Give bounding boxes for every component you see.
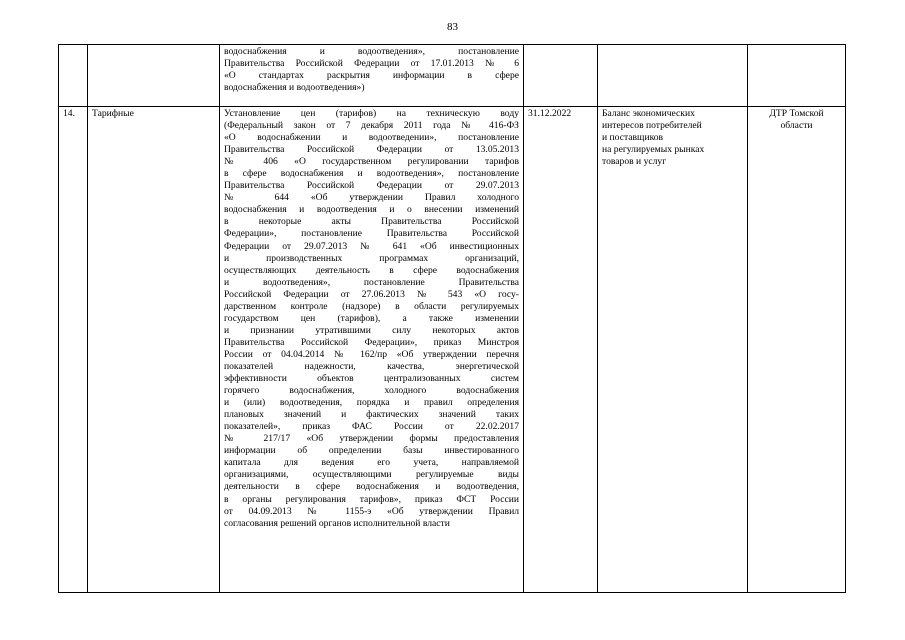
- legal-basis-line: осуществляющих деятельность в сфере водоснабжения: [224, 264, 519, 276]
- legal-basis-line: № 217/17 «Об утверждении формы предоставления: [224, 433, 519, 445]
- legal-basis-line: капитала для ведения его учета, направляемой: [224, 457, 519, 469]
- legal-basis-line: Российской Федерации от 27.06.2013 № 543 «О госу-: [224, 288, 519, 300]
- control-type-cell: [88, 45, 220, 107]
- legal-basis-line: водоснабжения и водоотведения», постановление: [224, 46, 519, 57]
- legal-basis-cell: [220, 45, 524, 107]
- legal-basis-line: № 406 «О государственном регулировании тарифов: [224, 156, 519, 168]
- legal-basis-line: Правительства Российской Федерации от 13.05.2013: [224, 144, 519, 156]
- legal-basis-cell: [220, 107, 524, 593]
- legal-basis-line: от 04.09.2013 № 1155-э «Об утверждении Правил: [224, 505, 519, 517]
- regulation-table: [58, 44, 846, 593]
- responsible-body-line: области: [780, 120, 813, 132]
- legal-basis-line: водоснабжения и водоотведения»): [224, 82, 365, 94]
- goal-line: на регулируемых рынках: [602, 144, 705, 156]
- table-row: [59, 45, 846, 107]
- goal-cell: [598, 45, 748, 107]
- goal-line: Баланс экономических: [602, 108, 695, 119]
- goal-cell: [598, 107, 748, 593]
- legal-basis-line: России от 04.04.2014 № 162/пр «Об утверждении перечня: [224, 348, 519, 360]
- legal-basis-line: и признании утратившими силу некоторых актов: [224, 324, 519, 336]
- legal-basis-line: № 644 «Об утверждении Правил холодного: [224, 192, 519, 204]
- responsible-body-cell: [748, 107, 846, 593]
- legal-basis-line: Федерации от 29.07.2013 № 641 «Об инвестиционных: [224, 240, 519, 252]
- legal-basis-line: Правительства Российской Федерации», приказ Минстроя: [224, 336, 519, 348]
- row-number-cell: 14.: [59, 107, 88, 593]
- legal-basis-line: Установление цен (тарифов) на техническую воду: [224, 108, 519, 119]
- legal-basis-line: «О стандартах раскрытия информации в сфере: [224, 70, 519, 82]
- goal-line: и поставщиков: [602, 132, 664, 144]
- legal-basis-line: «О водоснабжении и водоотведении», постановление: [224, 132, 519, 144]
- goal-line: товаров и услуг: [602, 156, 667, 168]
- legal-basis-line: государством цен (тарифов), а также изменении: [224, 312, 519, 324]
- legal-basis-line: Федерации», постановление Правительства Российской: [224, 228, 519, 240]
- page-number: 83: [447, 21, 458, 33]
- legal-basis-line: эффективности объектов централизованных систем: [224, 373, 519, 385]
- legal-basis-line: организациями, осуществляющими регулируемые виды: [224, 469, 519, 481]
- legal-basis-line: показателей», приказ ФАС России от 22.02.2017: [224, 421, 519, 433]
- legal-basis-line: Правительства Российской Федерации от 29.07.2013: [224, 180, 519, 192]
- deadline-cell: 31.12.2022: [524, 107, 598, 593]
- legal-basis-line: в органы регулирования тарифов», приказ ФСТ России: [224, 493, 519, 505]
- row-number-cell: [59, 45, 88, 107]
- legal-basis-line: и (или) водоотведения, порядка и правил определения: [224, 397, 519, 409]
- control-type-cell: Тарифные: [88, 107, 220, 593]
- legal-basis-line: в сфере водоснабжения и водоотведения», постановление: [224, 168, 519, 180]
- legal-basis-line: и водоотведения», постановление Правительства: [224, 276, 519, 288]
- legal-basis-line: и производственных программах организаций,: [224, 252, 519, 264]
- table-row: [59, 107, 846, 593]
- legal-basis-line: горячего водоснабжения, холодного водоснабжения: [224, 385, 519, 397]
- responsible-body-cell: [748, 45, 846, 107]
- legal-basis-line: в некоторые акты Правительства Российской: [224, 216, 519, 228]
- table-body: [59, 45, 846, 593]
- legal-basis-line: Правительства Российской Федерации от 17.01.2013 № 6: [224, 58, 519, 70]
- legal-basis-line: дарственном контроле (надзоре) в области регулируемых: [224, 300, 519, 312]
- deadline-cell: [524, 45, 598, 107]
- legal-basis-line: водоснабжения и водоотведения и о внесении изменений: [224, 204, 519, 216]
- legal-basis-line: информации об определении базы инвестированного: [224, 445, 519, 457]
- legal-basis-line: плановых значений и фактических значений таких: [224, 409, 519, 421]
- legal-basis-line: согласования решений органов исполнительной власти: [224, 517, 450, 529]
- legal-basis-line: показателей надежности, качества, энергетической: [224, 360, 519, 372]
- goal-line: интересов потребителей: [602, 120, 702, 132]
- responsible-body-line: ДТР Томской: [769, 108, 824, 119]
- legal-basis-line: (Федеральный закон от 7 декабря 2011 года № 416-ФЗ: [224, 120, 519, 132]
- legal-basis-line: деятельности в сфере водоснабжения и водоотведения,: [224, 481, 519, 493]
